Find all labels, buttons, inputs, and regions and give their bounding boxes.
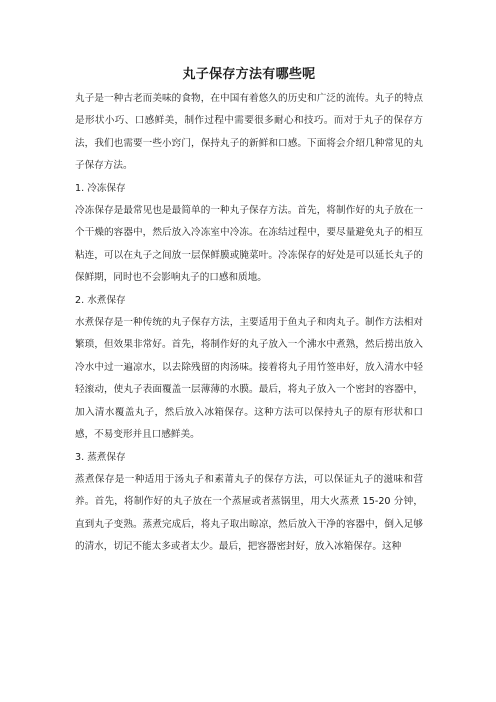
section-body-freezing: 冷冻保存是最常见也是最简单的一种丸子保存方法。首先，将制作好的丸子放在一个干燥的容器中，然后放入冷冻室中冷冻。在冻结过程中，要尽量避免丸子的相互粘连，可以在丸子之间放一层保鲜膜或腌菜叶。冷冻保存的好处是可以延长丸子的保鲜期，同时也不会影响丸子的口感和质地。 [75, 205, 423, 284]
section-heading-freezing: 1. 冷冻保存 [75, 182, 126, 194]
section-body-steaming: 蒸煮保存是一种适用于汤丸子和素莆丸子的保存方法，可以保证丸子的滋味和营养。首先，将制作好的丸子放在一个蒸屉或者蒸锅里，用大火蒸煮 15-20 分钟，直到丸子变熟。蒸煮完成后，将丸子取出晾凉，然后放入干净的容器中，倒入足够的清水，切记不能太多或者太少。最后，把容器密封好，放入冰箱保存。这种 [75, 473, 423, 553]
intro-paragraph: 丸子是一种古老而美味的食物，在中国有着悠久的历史和广泛的流传。丸子的特点是形状小巧、口感鲜美，制作过程中需要很多耐心和技巧。而对于丸子的保存方法，我们也需要一些小窍门，保持丸子的新鲜和口感。下面将会介绍几种常见的丸子保存方法。 [75, 93, 423, 172]
section-heading-steaming: 3. 蒸煮保存 [75, 451, 126, 463]
document-title: 丸子保存方法有哪些呢 [182, 67, 316, 82]
section-body-boiling: 水煮保存是一种传统的丸子保存方法，主要适用于鱼丸子和肉丸子。制作方法相对繁琐，但效果非常好。首先，将制作好的丸子放入一个沸水中煮熟，然后捞出放入冷水中过一遍凉水，以去除残留的肉汤味。接着将丸子用竹签串好，放入清水中轻轻滚动，使丸子表面覆盖一层薄薄的水膜。最后，将丸子放入一个密封的容器中，加入清水覆盖丸子，然后放入冰箱保存。这种方法可以保持丸子的原有形状和口感，不易变形并且口感鲜美。 [75, 317, 423, 441]
document-page [75, 66, 423, 559]
section-heading-boiling: 2. 水煮保存 [75, 294, 126, 306]
